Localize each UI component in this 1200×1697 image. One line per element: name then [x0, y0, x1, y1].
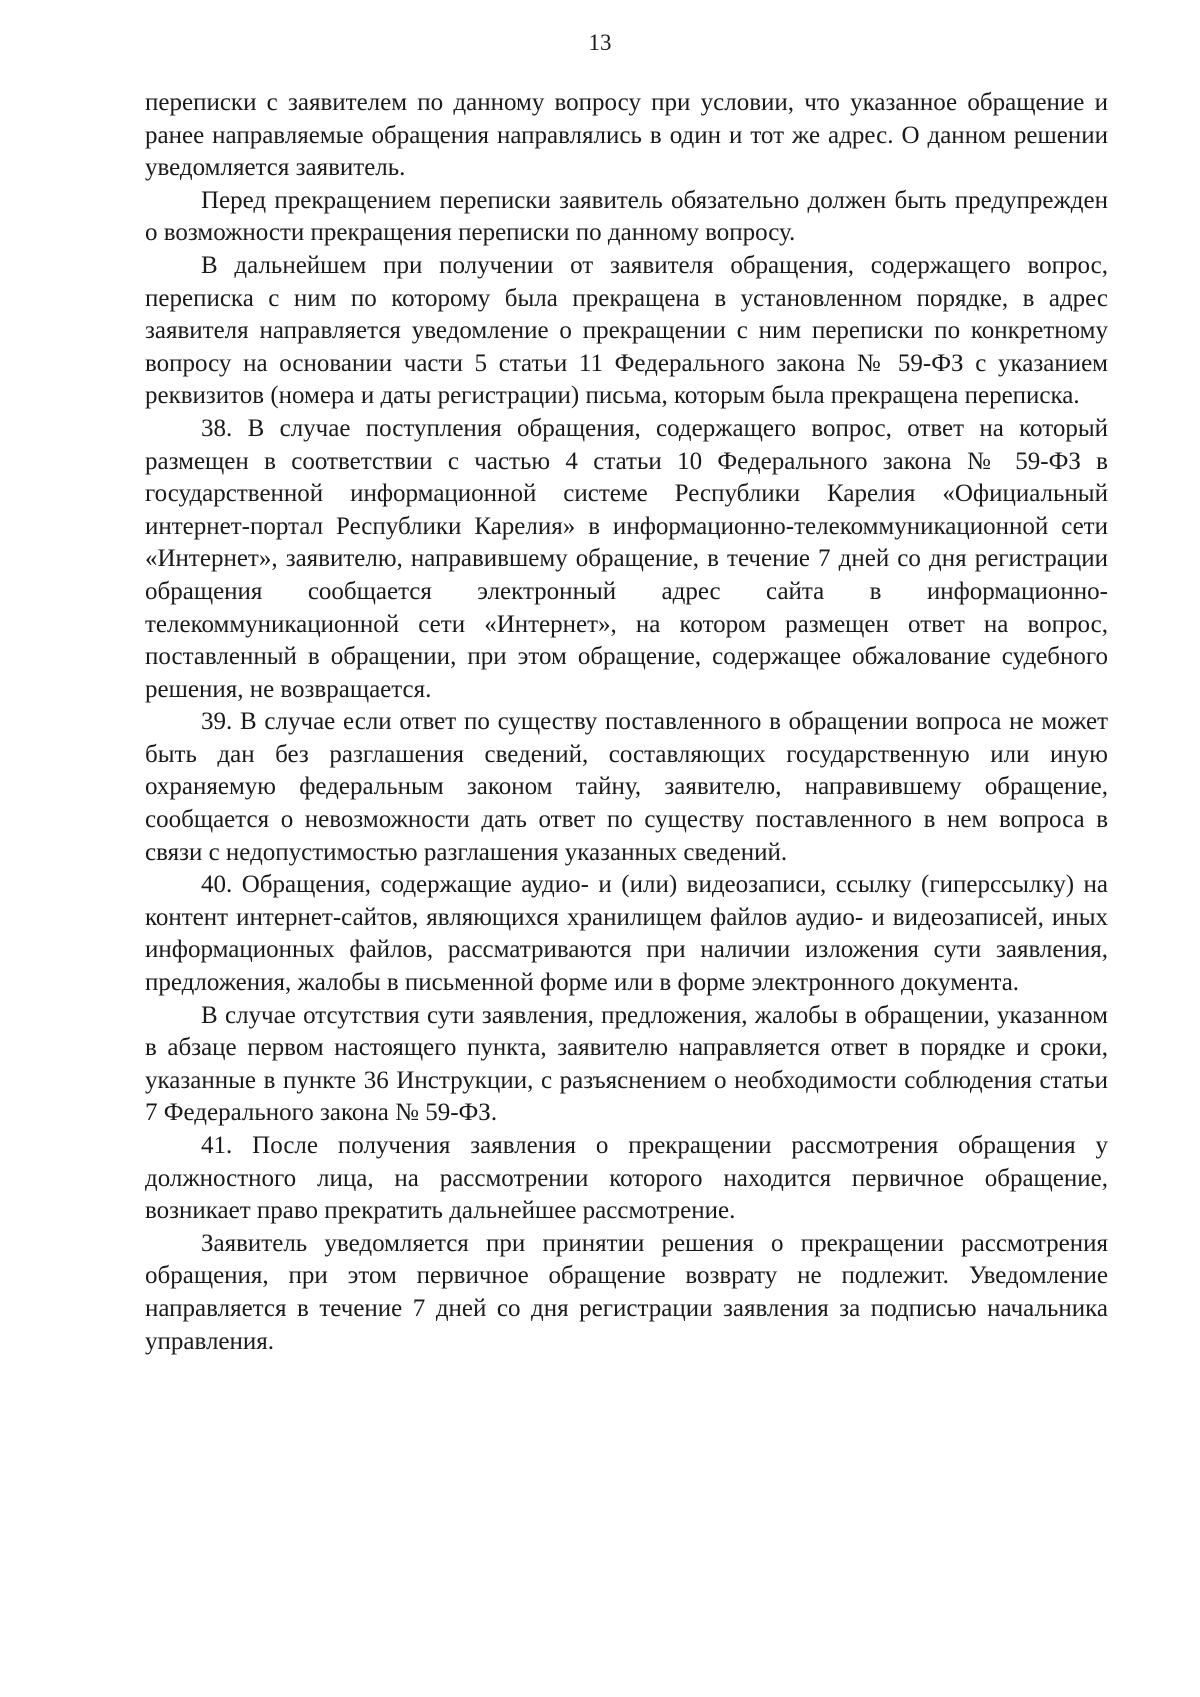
page-number: 13: [588, 30, 612, 55]
paragraph-further-notice: В дальнейшем при получении от заявителя обращения, содержащего вопрос, переписка с ним по которому была прекращена в установленном порядке, в адрес заявителя направляется уведомление о прекращении с ним переписки по конкретному вопросу на основании части 5 статьи 11 Федерального закона № 59-ФЗ с указанием реквизитов (номера и даты регистрации) письма, которым была прекращена переписка.: [145, 251, 1108, 410]
paragraph-item-38: 38. В случае поступления обращения, содержащего вопрос, ответ на который размещен в соответствии с частью 4 статьи 10 Федерального закона № 59-ФЗ в государственной информационной системе Республики Карелия «Официальный интернет-портал Республики Карелия» в информационно-телекоммуникационной сети «Интернет», заявителю, направившему обращение, в течение 7 дней со дня регистрации обращения сообщается электронный адрес сайта в информационно-телекоммуникационной сети «Интернет», на котором размещен ответ на вопрос, поставленный в обращении, при этом обращение, содержащее обжалование судебного решения, не возвращается.: [145, 414, 1108, 703]
paragraph-warning: Перед прекращением переписки заявитель обязательно должен быть предупрежден о возможности прекращения переписки по данному вопросу.: [145, 186, 1108, 247]
paragraph-item-40-absence: В случае отсутствия сути заявления, предложения, жалобы в обращении, указанном в абзаце первом настоящего пункта, заявителю направляется ответ в порядке и сроки, указанные в пункте 36 Инструкции, с разъяснением о необходимости соблюдения статьи 7 Федерального закона № 59-ФЗ.: [145, 1001, 1108, 1127]
paragraph-item-41-notice: Заявитель уведомляется при принятии решения о прекращении рассмотрения обращения, при этом первичное обращение возврату не подлежит. Уведомление направляется в течение 7 дней со дня регистрации заявления за подписью начальника управления.: [145, 1229, 1108, 1355]
paragraph-item-40: 40. Обращения, содержащие аудио- и (или) видеозаписи, ссылку (гиперссылку) на контент интернет-сайтов, являющихся хранилищем файлов аудио- и видеозаписей, иных информационных файлов, рассматриваются при наличии изложения сути заявления, предложения, жалобы в письменной форме или в форме электронного документа.: [145, 871, 1108, 997]
paragraph-item-41: 41. После получения заявления о прекращении рассмотрения обращения у должностного лица, на рассмотрении которого находится первичное обращение, возникает право прекратить дальнейшее рассмотрение.: [145, 1132, 1108, 1225]
paragraph-continuation: переписки с заявителем по данному вопросу при условии, что указанное обращение и ранее направляемые обращения направлялись в один и тот же адрес. О данном решении уведомляется заявитель.: [145, 89, 1108, 182]
document-body: [145, 87, 1108, 1358]
paragraph-item-39: 39. В случае если ответ по существу поставленного в обращении вопроса не может быть дан без разглашения сведений, составляющих государственную или иную охраняемую федеральным законом тайну, заявителю, направившему обращение, сообщается о невозможности дать ответ по существу поставленного в нем вопроса в связи с недопустимостью разглашения указанных сведений.: [145, 708, 1108, 866]
